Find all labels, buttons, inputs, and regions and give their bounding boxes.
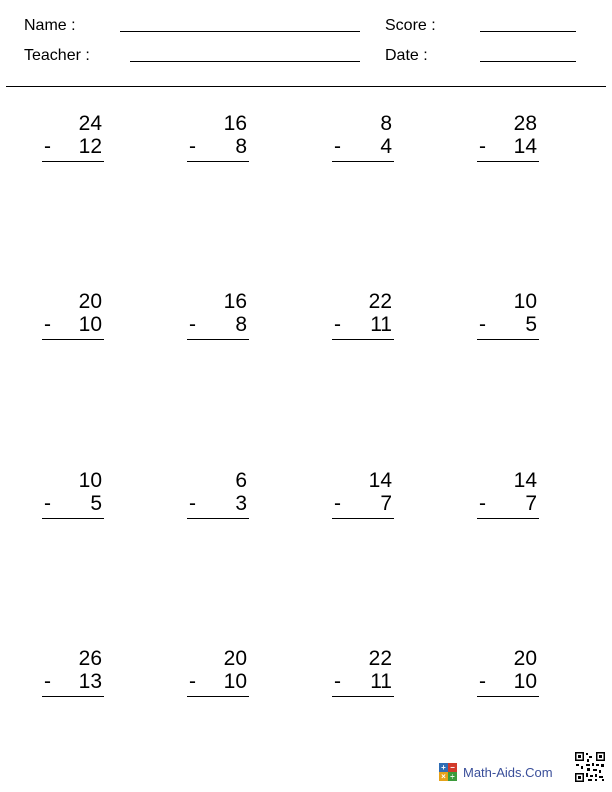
minus-sign: -: [189, 492, 196, 515]
minus-sign: -: [479, 313, 486, 336]
minus-sign: -: [189, 670, 196, 693]
minus-sign: -: [44, 135, 51, 158]
answer-line[interactable]: [42, 161, 104, 162]
times-symbol: ×: [439, 772, 448, 781]
subtraction-problem: [187, 470, 251, 528]
subtraction-problem: [477, 470, 541, 528]
minuend: 16: [223, 290, 247, 313]
subtraction-problem: [477, 648, 541, 706]
subtrahend: 8: [235, 135, 247, 158]
subtraction-problem: [477, 113, 541, 171]
calculator-icon: [439, 763, 457, 781]
minuend: 24: [78, 112, 102, 135]
score-label: Score :: [385, 17, 436, 34]
minus-sign: -: [479, 135, 486, 158]
minus-sign: -: [44, 492, 51, 515]
minus-sign: -: [189, 313, 196, 336]
answer-line[interactable]: [187, 518, 249, 519]
minus-sign: -: [44, 670, 51, 693]
answer-line[interactable]: [42, 518, 104, 519]
subtraction-problem: [42, 470, 106, 528]
minuend: 14: [368, 469, 392, 492]
score-field[interactable]: [480, 31, 576, 32]
answer-line[interactable]: [332, 161, 394, 162]
answer-line[interactable]: [187, 696, 249, 697]
subtrahend: 10: [223, 670, 247, 693]
site-link[interactable]: Math-Aids.Com: [463, 764, 553, 780]
subtrahend: 4: [380, 135, 392, 158]
subtrahend: 5: [90, 492, 102, 515]
minuend: 26: [78, 647, 102, 670]
minuend: 20: [513, 647, 537, 670]
subtrahend: 14: [513, 135, 537, 158]
minuend: 10: [513, 290, 537, 313]
subtrahend: 5: [525, 313, 537, 336]
subtrahend: 12: [78, 135, 102, 158]
divide-symbol: ÷: [448, 772, 457, 781]
subtraction-problem: [42, 291, 106, 349]
minuend: 16: [223, 112, 247, 135]
answer-line[interactable]: [477, 696, 539, 697]
answer-line[interactable]: [477, 161, 539, 162]
minus-sign: -: [334, 135, 341, 158]
minuend: 10: [78, 469, 102, 492]
subtrahend: 7: [525, 492, 537, 515]
answer-line[interactable]: [187, 161, 249, 162]
subtraction-problem: [42, 113, 106, 171]
subtrahend: 7: [380, 492, 392, 515]
minus-sign: -: [479, 670, 486, 693]
minus-sign: -: [479, 492, 486, 515]
subtraction-problem: [187, 291, 251, 349]
subtraction-problem: [332, 470, 396, 528]
answer-line[interactable]: [332, 696, 394, 697]
minuend: 8: [380, 112, 392, 135]
minuend: 28: [513, 112, 537, 135]
date-field[interactable]: [480, 61, 576, 62]
subtraction-problem: [332, 113, 396, 171]
minus-sign: -: [334, 492, 341, 515]
answer-line[interactable]: [42, 339, 104, 340]
minuend: 14: [513, 469, 537, 492]
header-divider: [6, 86, 606, 87]
subtrahend: 10: [78, 313, 102, 336]
minuend: 22: [368, 290, 392, 313]
minus-sign: -: [334, 670, 341, 693]
name-label: Name :: [24, 17, 76, 34]
footer-logo[interactable]: [439, 763, 553, 781]
answer-line[interactable]: [187, 339, 249, 340]
answer-line[interactable]: [332, 339, 394, 340]
answer-line[interactable]: [477, 518, 539, 519]
minus-sign: -: [334, 313, 341, 336]
name-field[interactable]: [120, 31, 360, 32]
subtrahend: 3: [235, 492, 247, 515]
date-label: Date :: [385, 47, 428, 64]
answer-line[interactable]: [42, 696, 104, 697]
teacher-label: Teacher :: [24, 47, 90, 64]
subtraction-problem: [42, 648, 106, 706]
subtrahend: 13: [78, 670, 102, 693]
minus-symbol: −: [448, 763, 457, 772]
subtrahend: 11: [370, 313, 392, 336]
subtrahend: 11: [370, 670, 392, 693]
subtraction-problem: [477, 291, 541, 349]
minuend: 22: [368, 647, 392, 670]
subtrahend: 10: [513, 670, 537, 693]
minuend: 20: [78, 290, 102, 313]
minuend: 6: [235, 469, 247, 492]
qr-code-icon: [575, 752, 605, 782]
subtraction-problem: [332, 291, 396, 349]
minuend: 20: [223, 647, 247, 670]
subtrahend: 8: [235, 313, 247, 336]
minus-sign: -: [189, 135, 196, 158]
answer-line[interactable]: [332, 518, 394, 519]
subtraction-problem: [332, 648, 396, 706]
teacher-field[interactable]: [130, 61, 360, 62]
answer-line[interactable]: [477, 339, 539, 340]
plus-symbol: +: [439, 763, 448, 772]
subtraction-problem: [187, 648, 251, 706]
subtraction-problem: [187, 113, 251, 171]
minus-sign: -: [44, 313, 51, 336]
